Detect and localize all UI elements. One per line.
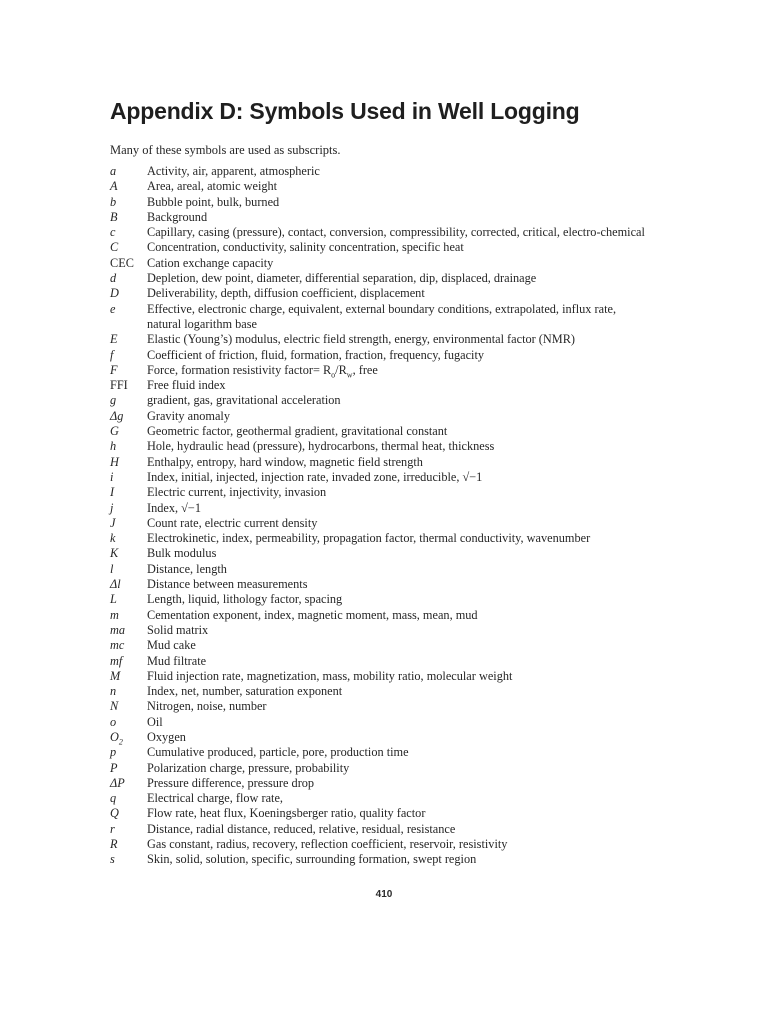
symbol-text: H — [110, 454, 119, 469]
symbol-definition — [147, 240, 650, 255]
symbol — [110, 439, 146, 454]
symbol-text: Δl — [110, 577, 121, 592]
symbol-definition — [147, 837, 650, 852]
definition-text: Length, liquid, lithology factor, spacing — [147, 592, 343, 607]
definition-text: Index, √−1 — [147, 500, 201, 515]
definition-text: Depletion, dew point, diameter, differential separation, dip, displaced, drainage — [147, 271, 537, 286]
symbol-definition — [147, 791, 650, 806]
definition-text: Hole, hydraulic head (pressure), hydrocarbons, thermal heat, thickness — [147, 439, 495, 454]
definition-text: Distance, length — [147, 561, 227, 576]
symbol — [110, 485, 146, 500]
symbol-text: D — [110, 286, 119, 301]
symbol-entry — [110, 837, 650, 852]
symbol — [110, 638, 146, 653]
definition-text: Flow rate, heat flux, Koeningsberger ratio, quality factor — [147, 806, 426, 821]
symbol-definition — [147, 684, 650, 699]
symbol-text: mf — [110, 653, 123, 668]
page-number: 410 — [375, 889, 393, 900]
symbol-text: K — [110, 546, 119, 561]
symbol-entry — [110, 608, 650, 623]
symbol-entry — [110, 715, 650, 730]
definition-text: Gas constant, radius, recovery, reflection coefficient, reservoir, resistivity — [147, 837, 508, 852]
symbol-text: C — [110, 240, 119, 255]
symbol-definition — [147, 516, 650, 531]
symbol — [110, 470, 146, 485]
symbol-text: F — [110, 362, 118, 377]
definition-text: Index, initial, injected, injection rate, invaded zone, irreducible, √−1 — [147, 469, 483, 484]
symbol — [110, 210, 146, 225]
symbol-entry — [110, 179, 650, 194]
symbol-definition — [147, 409, 650, 424]
definition-text: Force, formation resistivity factor= R — [147, 362, 332, 377]
symbol-definition — [147, 638, 650, 653]
symbol-definition — [147, 776, 650, 791]
symbol-entry — [110, 501, 650, 516]
symbol-text: r — [110, 821, 115, 836]
symbol-definition — [147, 485, 650, 500]
symbol — [110, 776, 146, 791]
definition-text: Free fluid index — [147, 378, 226, 393]
definition-subscript: w — [346, 370, 353, 380]
symbol-text: q — [110, 791, 117, 806]
symbol-entry — [110, 348, 650, 363]
symbol-entry — [110, 393, 650, 408]
symbol-definition — [147, 348, 650, 363]
symbol-entry — [110, 730, 650, 745]
symbol-text: ma — [110, 622, 126, 637]
symbol-text: m — [110, 607, 119, 622]
symbol — [110, 699, 146, 714]
symbol — [110, 531, 146, 546]
symbol-entry — [110, 577, 650, 592]
definition-text: Distance, radial distance, reduced, relative, residual, resistance — [147, 821, 456, 836]
symbol — [110, 302, 146, 317]
definition-text: Nitrogen, noise, number — [147, 699, 267, 714]
definition-text: Oxygen — [147, 729, 186, 744]
definition-text: Enthalpy, entropy, hard window, magnetic field strength — [147, 454, 423, 469]
symbol-definition — [147, 577, 650, 592]
symbol-entry — [110, 455, 650, 470]
symbol-entry — [110, 210, 650, 225]
symbol-entry — [110, 424, 650, 439]
definition-text: Polarization charge, pressure, probability — [147, 760, 350, 775]
symbol-entry — [110, 256, 650, 271]
definition-text: Electric current, injectivity, invasion — [147, 485, 327, 500]
symbol-text: g — [110, 393, 117, 408]
symbol-definition — [147, 195, 650, 210]
symbol-definition — [147, 470, 650, 485]
definition-text: Electrokinetic, index, permeability, propagation factor, thermal conductivity, wavenumber — [147, 531, 591, 546]
definition-text: Background — [147, 209, 208, 224]
symbol-entry — [110, 562, 650, 577]
symbol — [110, 424, 146, 439]
symbol-definition — [147, 730, 650, 745]
symbol-text: h — [110, 439, 117, 454]
symbol-text: J — [110, 515, 116, 530]
symbol-text: I — [110, 485, 115, 500]
definition-text: Gravity anomaly — [147, 408, 230, 423]
symbol — [110, 393, 146, 408]
symbol-definition — [147, 256, 650, 271]
symbol-definition — [147, 822, 650, 837]
symbol-text: N — [110, 699, 119, 714]
symbol-entry — [110, 225, 650, 240]
symbol — [110, 684, 146, 699]
symbol-text: b — [110, 194, 117, 209]
symbol-definition — [147, 393, 650, 408]
symbol — [110, 822, 146, 837]
symbol-entry — [110, 623, 650, 638]
symbol-entry — [110, 195, 650, 210]
symbol — [110, 715, 146, 730]
symbol-text: f — [110, 347, 114, 362]
symbol-text: d — [110, 271, 117, 286]
definition-subscript: o — [331, 370, 336, 380]
symbol — [110, 562, 146, 577]
definition-text: Mud filtrate — [147, 653, 207, 668]
symbol — [110, 592, 146, 607]
definition-text: Cementation exponent, index, magnetic moment, mass, mean, mud — [147, 607, 478, 622]
symbol-entry — [110, 592, 650, 607]
definition-text: Pressure difference, pressure drop — [147, 775, 315, 790]
definition-text: Capillary, casing (pressure), contact, conversion, compressibility, corrected, critical, electro-chemical — [147, 225, 645, 240]
symbol-text: o — [110, 714, 117, 729]
definition-text: Electrical charge, flow rate, — [147, 791, 283, 806]
symbol — [110, 501, 146, 516]
symbol-definition — [147, 623, 650, 638]
definition-text: , free — [352, 362, 378, 377]
symbol-list — [110, 164, 650, 868]
symbol-definition — [147, 439, 650, 454]
symbol-text: E — [110, 332, 118, 347]
symbol-entry — [110, 302, 650, 333]
symbol-definition — [147, 715, 650, 730]
symbol — [110, 654, 146, 669]
symbol — [110, 455, 146, 470]
symbol-entry — [110, 378, 650, 393]
symbol — [110, 837, 146, 852]
symbol — [110, 195, 146, 210]
symbol — [110, 745, 146, 760]
symbol-definition — [147, 592, 650, 607]
symbol-entry — [110, 684, 650, 699]
symbol — [110, 852, 146, 867]
symbol — [110, 546, 146, 561]
symbol-entry — [110, 409, 650, 424]
symbol-definition — [147, 699, 650, 714]
symbol-text: p — [110, 745, 117, 760]
symbol — [110, 730, 146, 745]
symbol-subscript: 2 — [118, 737, 123, 747]
symbol-entry — [110, 791, 650, 806]
symbol-entry — [110, 669, 650, 684]
symbol-definition — [147, 455, 650, 470]
symbol-entry — [110, 761, 650, 776]
symbol — [110, 806, 146, 821]
symbol-entry — [110, 286, 650, 301]
symbol-entry — [110, 822, 650, 837]
symbol-entry — [110, 745, 650, 760]
symbol-definition — [147, 332, 650, 347]
symbol — [110, 271, 146, 286]
symbol-text: B — [110, 209, 118, 224]
symbol-text: a — [110, 164, 117, 178]
symbol — [110, 761, 146, 776]
symbol — [110, 669, 146, 684]
symbol-text: R — [110, 837, 118, 852]
definition-text: Distance between measurements — [147, 577, 308, 592]
definition-text: Area, areal, atomic weight — [147, 179, 278, 194]
definition-text: /R — [335, 362, 347, 377]
definition-text: Coefficient of friction, fluid, formation, fraction, frequency, fugacity — [147, 347, 485, 362]
symbol-definition — [147, 654, 650, 669]
definition-text: Fluid injection rate, magnetization, mass, mobility ratio, molecular weight — [147, 668, 513, 683]
symbol — [110, 164, 146, 179]
symbol-text: Q — [110, 806, 119, 821]
symbol — [110, 286, 146, 301]
definition-text: Index, net, number, saturation exponent — [147, 684, 343, 699]
symbol-entry — [110, 332, 650, 347]
definition-text: Solid matrix — [147, 622, 209, 637]
symbol — [110, 623, 146, 638]
symbol-definition — [147, 745, 650, 760]
page-title: Appendix D: Symbols Used in Well Logging — [110, 98, 580, 124]
symbol — [110, 363, 146, 378]
symbol-text: ΔP — [110, 775, 125, 790]
symbol-entry — [110, 240, 650, 255]
definition-text: gradient, gas, gravitational acceleration — [147, 393, 341, 408]
symbol-entry — [110, 546, 650, 561]
symbol-entry — [110, 516, 650, 531]
definition-text: Elastic (Young’s) modulus, electric field strength, energy, environmental factor (NMR) — [147, 332, 576, 347]
symbol-entry — [110, 638, 650, 653]
definition-text: Effective, electronic charge, equivalent, external boundary conditions, extrapolated, influx rate, natural logarithm base — [147, 301, 617, 331]
symbol-entry — [110, 806, 650, 821]
symbol-text: CEC — [110, 255, 134, 270]
symbol-entry — [110, 363, 650, 378]
symbol-definition — [147, 852, 650, 867]
symbol-definition — [147, 378, 650, 393]
symbol-definition — [147, 806, 650, 821]
symbol-text: Δg — [110, 408, 124, 423]
symbol-definition — [147, 164, 650, 179]
symbol-text: A — [110, 179, 118, 194]
symbol-entry — [110, 531, 650, 546]
symbol-text: j — [110, 500, 114, 515]
intro-text: Many of these symbols are used as subscripts. — [110, 143, 341, 157]
symbol-definition — [147, 210, 650, 225]
symbol-definition — [147, 286, 650, 301]
symbol — [110, 332, 146, 347]
symbol-text: G — [110, 424, 119, 439]
symbol — [110, 240, 146, 255]
symbol-text: n — [110, 684, 117, 699]
symbol-definition — [147, 424, 650, 439]
symbol-definition — [147, 271, 650, 286]
symbol — [110, 577, 146, 592]
symbol-definition — [147, 562, 650, 577]
symbol-text: c — [110, 225, 116, 240]
symbol-entry — [110, 654, 650, 669]
definition-text: Concentration, conductivity, salinity concentration, specific heat — [147, 240, 464, 255]
symbol-entry — [110, 852, 650, 867]
symbol-entry — [110, 699, 650, 714]
symbol — [110, 225, 146, 240]
definition-text: Cumulative produced, particle, pore, production time — [147, 745, 409, 760]
definition-text: Activity, air, apparent, atmospheric — [147, 164, 320, 178]
symbol-definition — [147, 531, 650, 546]
symbol — [110, 378, 146, 393]
symbol-entry — [110, 439, 650, 454]
symbol-definition — [147, 302, 650, 333]
symbol-entry — [110, 485, 650, 500]
symbol-text: M — [110, 668, 121, 683]
symbol-definition — [147, 546, 650, 561]
symbol-definition — [147, 179, 650, 194]
definition-text: Geometric factor, geothermal gradient, gravitational constant — [147, 424, 448, 439]
symbol-definition — [147, 761, 650, 776]
definition-text: Skin, solid, solution, specific, surrounding formation, swept region — [147, 852, 477, 867]
symbol — [110, 348, 146, 363]
definition-text: Oil — [147, 714, 163, 729]
symbol — [110, 791, 146, 806]
symbol-text: mc — [110, 638, 125, 653]
symbol — [110, 516, 146, 531]
symbol-text: P — [110, 760, 118, 775]
symbol-text: s — [110, 852, 115, 867]
symbol-definition — [147, 669, 650, 684]
definition-text: Cation exchange capacity — [147, 255, 274, 270]
definition-text: Bubble point, bulk, burned — [147, 194, 280, 209]
symbol-text: e — [110, 301, 116, 316]
definition-text: Count rate, electric current density — [147, 515, 318, 530]
definition-text: Bulk modulus — [147, 546, 217, 561]
definition-text: Deliverability, depth, diffusion coefficient, displacement — [147, 286, 425, 301]
symbol-definition — [147, 608, 650, 623]
symbol-text: l — [110, 561, 114, 576]
symbol-entry — [110, 271, 650, 286]
symbol-entry — [110, 164, 650, 179]
symbol-text: k — [110, 531, 116, 546]
symbol-text: O — [110, 729, 119, 744]
symbol — [110, 608, 146, 623]
symbol-definition — [147, 225, 650, 240]
symbol — [110, 179, 146, 194]
symbol-text: i — [110, 469, 114, 484]
symbol-entry — [110, 776, 650, 791]
symbol-text: L — [110, 592, 117, 607]
symbol-definition — [147, 501, 650, 516]
symbol — [110, 409, 146, 424]
symbol-definition — [147, 363, 650, 378]
definition-text: Mud cake — [147, 638, 196, 653]
symbol — [110, 256, 146, 271]
symbol-entry — [110, 470, 650, 485]
symbol-text: FFI — [110, 378, 128, 393]
